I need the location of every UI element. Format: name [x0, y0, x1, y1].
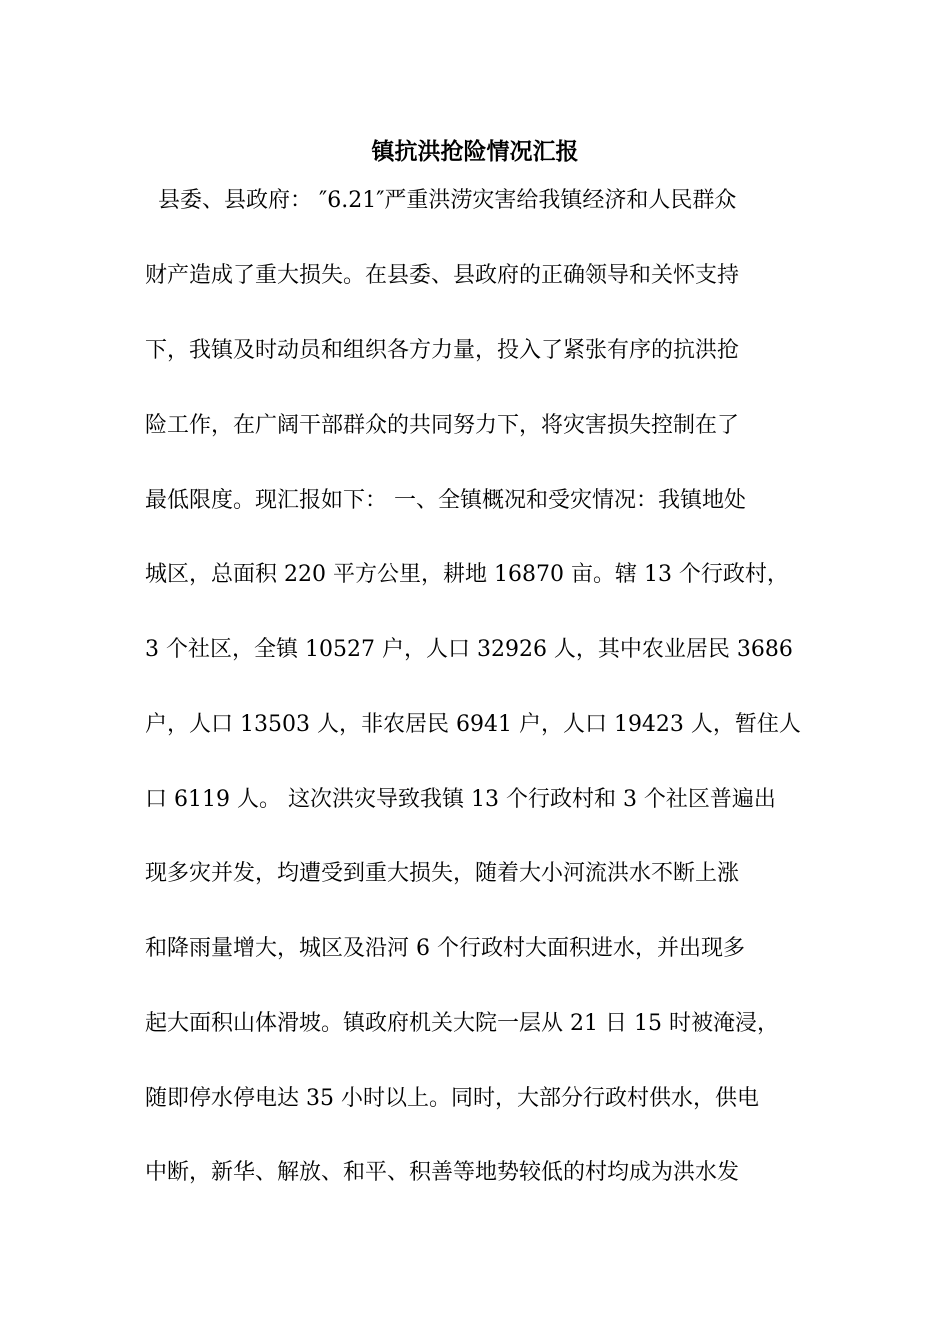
document-title: 镇抗洪抢险情况汇报 [371, 138, 579, 165]
body-text-line: 起大面积山体滑坡。镇政府机关大院一层从 21 日 15 时被淹浸， [145, 1011, 779, 1036]
body-text-line: 口 6119 人。 这次洪灾导致我镇 13 个行政村和 3 个社区普遍出 [145, 787, 776, 812]
body-text-line: 下，我镇及时动员和组织各方力量，投入了紧张有序的抗洪抢 [145, 338, 740, 363]
body-text-line: 户，人口 13503 人，非农居民 6941 户，人口 19423 人，暂住人 [145, 712, 801, 737]
body-text-line: 财产造成了重大损失。在县委、县政府的正确领导和关怀支持 [145, 263, 740, 288]
body-text-line: 城区，总面积 220 平方公里，耕地 16870 亩。辖 13 个行政村， [145, 562, 789, 587]
body-text-line: 最低限度。现汇报如下： 一、全镇概况和受灾情况：我镇地处 [145, 488, 746, 513]
body-text-line: 县委、县政府： ″6.21″严重洪涝灾害给我镇经济和人民群众 [158, 188, 737, 213]
body-text-line: 3 个社区，全镇 10527 户，人口 32926 人，其中农业居民 3686 [145, 637, 793, 662]
body-text-line: 和降雨量增大，城区及沿河 6 个行政村大面积进水，并出现多 [145, 936, 745, 961]
body-text-line: 中断，新华、解放、和平、积善等地势较低的村均成为洪水发 [145, 1160, 740, 1185]
body-text-line: 随即停水停电达 35 小时以上。同时，大部分行政村供水，供电 [145, 1086, 759, 1111]
body-text-line: 现多灾并发，均遭受到重大损失，随着大小河流洪水不断上涨 [145, 861, 740, 886]
body-text-line: 险工作，在广阔干部群众的共同努力下，将灾害损失控制在了 [145, 413, 740, 438]
